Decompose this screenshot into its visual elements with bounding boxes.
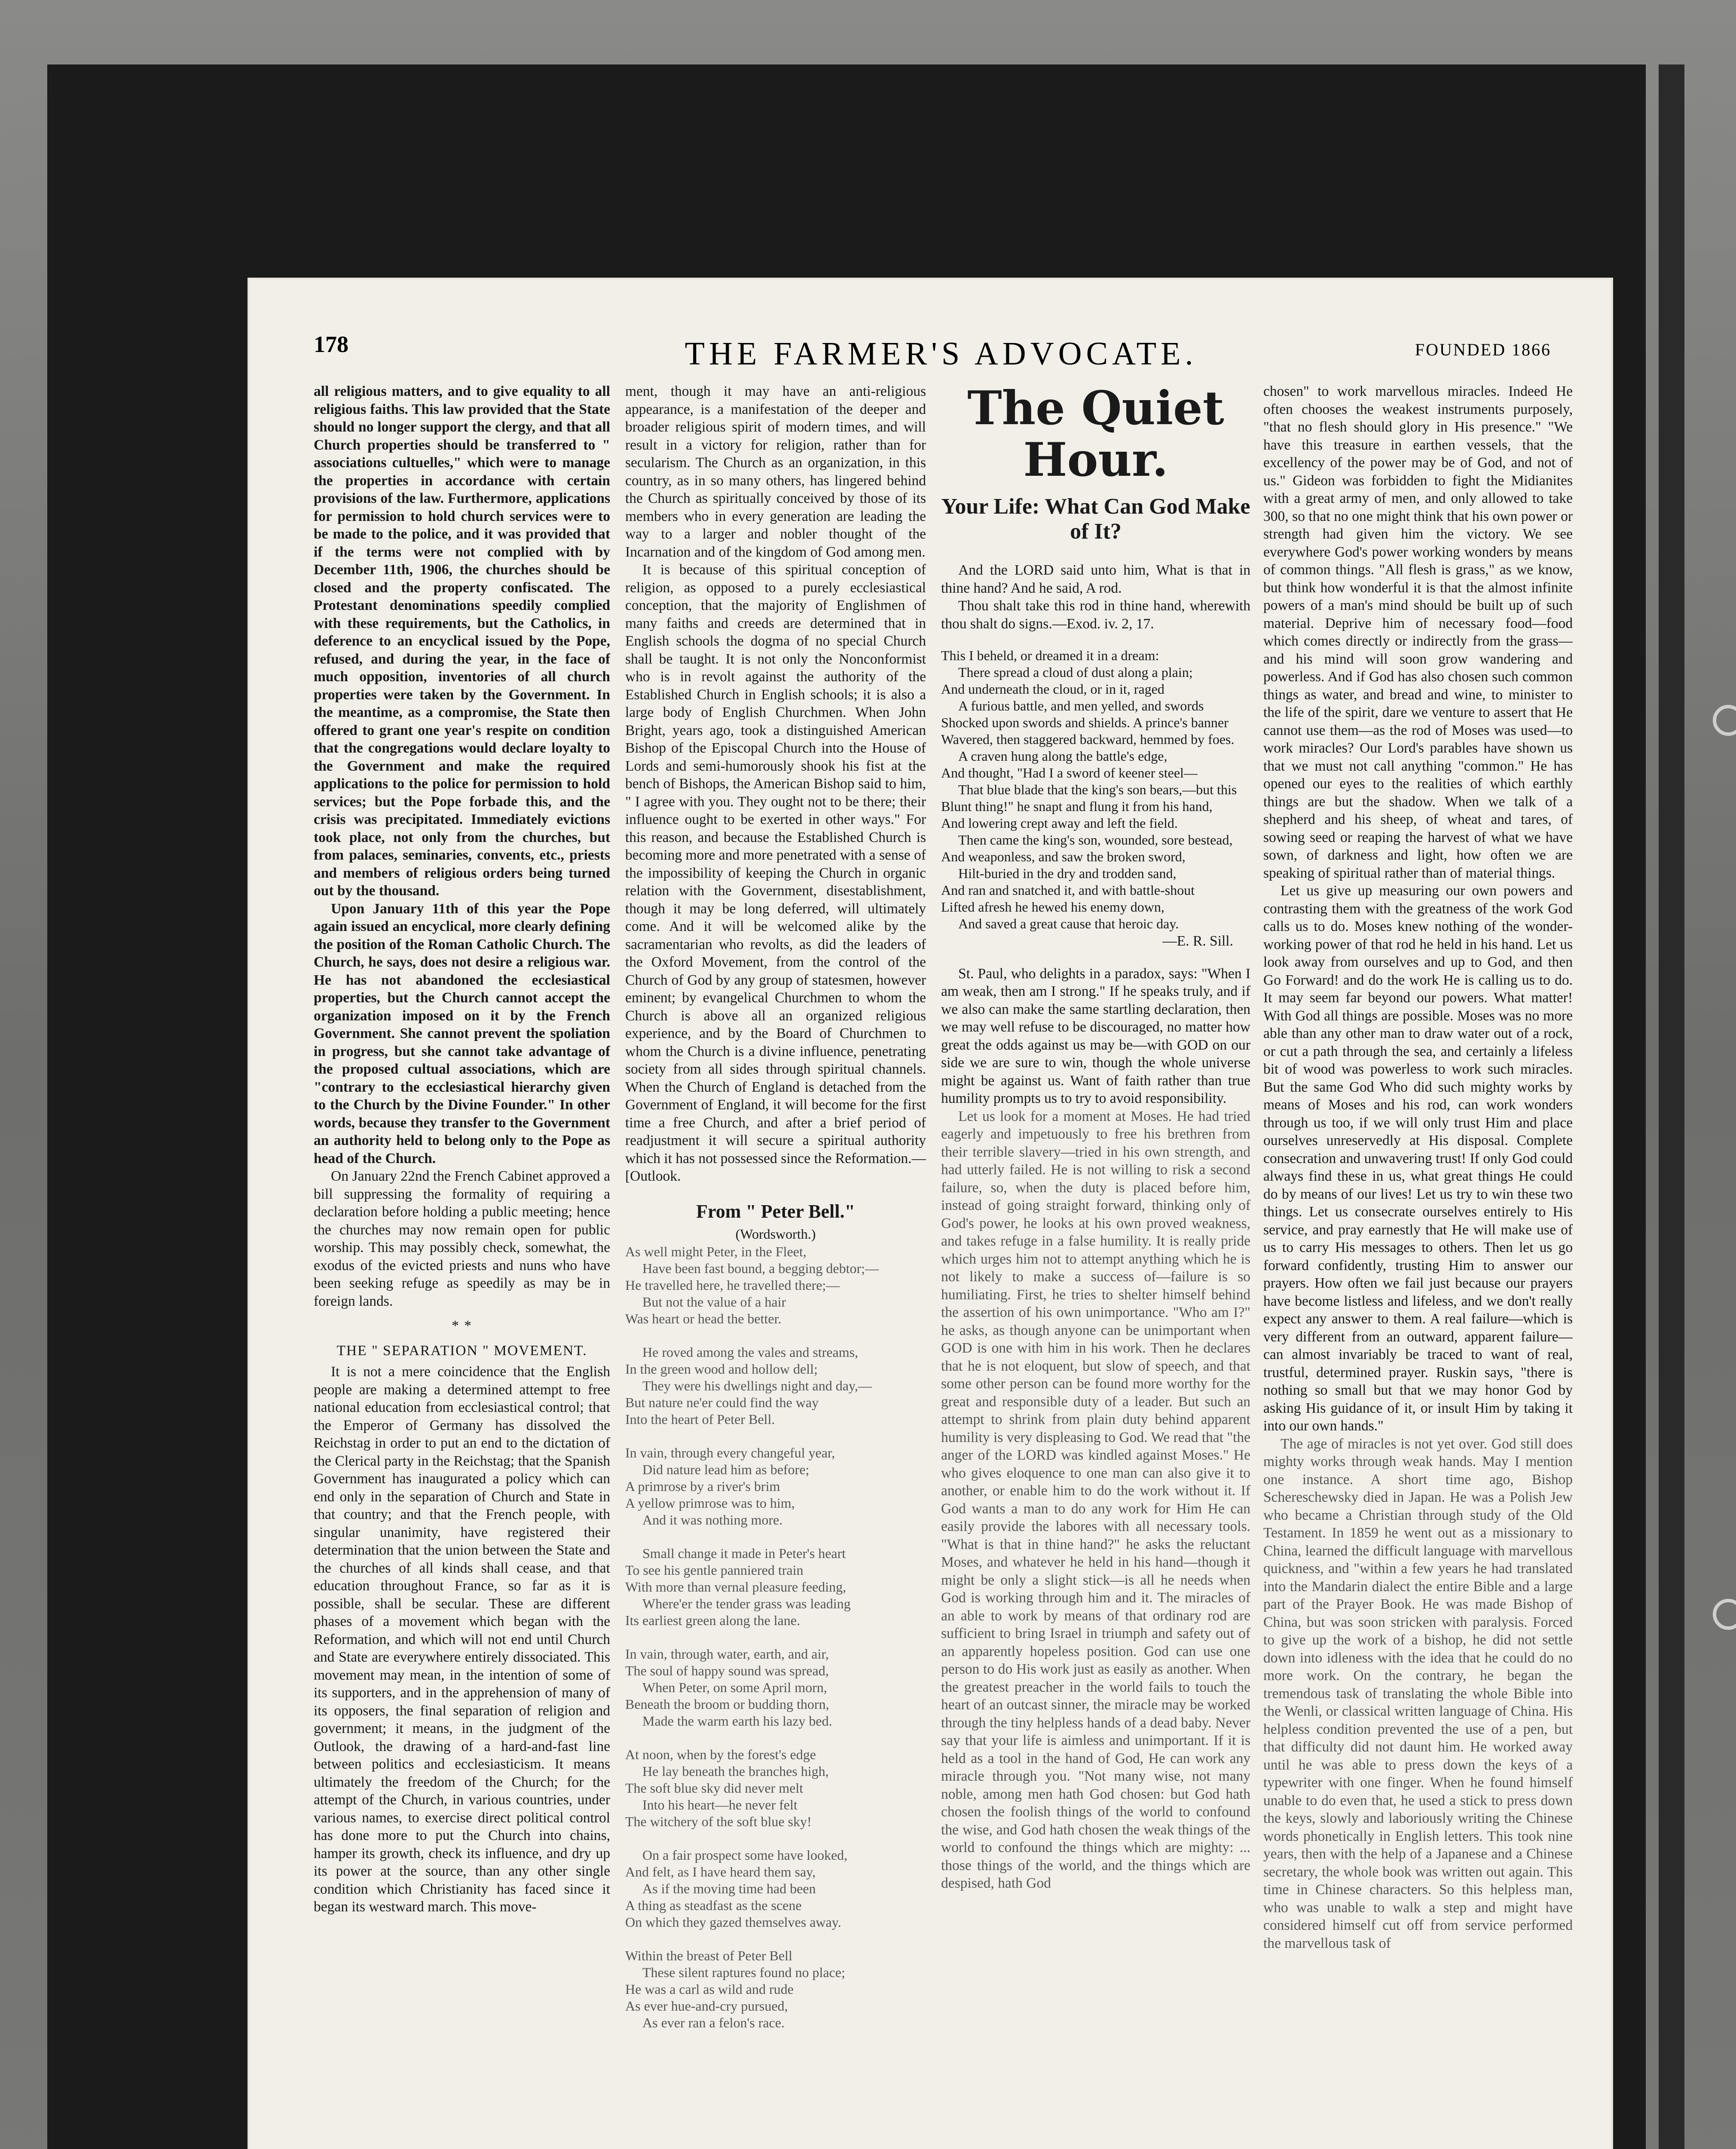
poem-line: Made the warm earth his lazy bed. xyxy=(642,1713,832,1729)
poem-opportunity xyxy=(941,647,1250,932)
poem-line: He lay beneath the branches high, xyxy=(642,1763,829,1779)
poem-line: At noon, when by the forest's edge xyxy=(625,1746,816,1762)
poem-line: A yellow primrose was to him, xyxy=(625,1495,795,1511)
section-divider: * * xyxy=(452,1318,472,1334)
poem-line: Within the breast of Peter Bell xyxy=(625,1947,792,1963)
poem-peter-bell xyxy=(625,1243,926,2031)
poem-line: Have been fast bound, a begging debtor;— xyxy=(642,1260,879,1276)
poem-line: As well might Peter, in the Fleet, xyxy=(625,1243,807,1259)
poem-line: Small change it made in Peter's heart xyxy=(642,1545,846,1561)
poem-line: Shocked upon swords and shields. A prince's banner xyxy=(941,715,1229,730)
article-paragraph: ment, though it may have an anti-religious appearance, is a manifestation of the deeper and broader religious spirit of modern times, and will result in a victory for religion, rather than for secularism. The Church as an organization, in this country, as in so many others, has lingered behind the Church as spiritually conceived by those of its members who in every generation are leading the way to a larger and nobler thought of the Incarnation and of the kingdom of God among men. xyxy=(625,383,926,560)
poem-line: A furious battle, and men yelled, and swords xyxy=(958,698,1204,713)
scripture-verse: Thou shalt take this rod in thine hand, wherewith thou shalt do signs.—Exod. iv. 2, 17. xyxy=(941,598,1250,632)
film-edge xyxy=(1659,64,1684,2149)
article-paragraph: Let us look for a moment at Moses. He had tried eagerly and impetuously to free his brethren from their terrible slavery—tried in his own strength, and had utterly failed. He is not willing to risk a second failure, so, when the duty is placed before him, instead of going straight forward, thinking only of God's power, he looks at his own proved weakness, and takes refuge in a false humility. It is really pride which urges him not to attempt anything which he is not likely to make a success of—failure is so humiliating. First, he tries to shelter himself behind the assertion of his own unimportance. "Who am I?" he asks, as though anyone can be unimportant when GOD is one with him in his work. Then he declares that he is not eloquent, but slow of speech, and that some other person can be found more worthy for the great and responsible duty of a leader. But such an attempt to shrink from plain duty behind apparent humility is very displeasing to God. We read that "the anger of the LORD was kindled against Moses." He who gives eloquence to one man can also give it to another, or enable him to do the work without it. If God wants a man to do any work for Him He can easily provide the labores with all necessary tools. "What is that in thine hand?" he asks the reluctant Moses, and whatever he held in his hand—though it might be only a slight stick—is all he needs when God is working through him and it. The miracles of an able to work by means of that ordinary rod are sufficient to bring Israel in triumph and safety out of an apparently hopeless position. God can use one person to do His work just as easily as another. When the greatest preacher in the world fails to touch the heart of an outcast sinner, the miracle may be worked through the tiny helpless hands of a dead baby. Never say that your life is aimless and unimportant. If it is held as a tool in the hand of God, He can work any miracle through you. "Not many wise, not many noble, among men hath God chosen: but God hath chosen the foolish things of the world to confound the wise, and God hath chosen the weak things of the world to confound the things which are mighty: ... those things of the world, and the things which are despised, hath God xyxy=(941,1108,1250,1891)
poem-line xyxy=(625,1428,926,1445)
article-paragraph: It is because of this spiritual conception of religion, as opposed to a purely ecclesiastical conception, that the majority of Englishmen of many faiths and creeds are determined that in English schools the dogma of no special Church shall be taught. It is not only the Nonconformist who is in revolt against the authority of the Established Church in English schools; it is also a large body of English Churchmen. When John Bright, years ago, took a distinguished American Bishop of the Episcopal Church into the House of Lords and semi-humorously shook his fist at the bench of Bishops, the American Bishop said to him, " I agree with you. They ought not to be there; their influence ought to be exerted in other ways." For this reason, and because the Established Church is becoming more and more penetrated with a sense of the impossibility of keeping the Church in organic relation with the Government, disestablishment, though it may be long deferred, will ultimately come. And it will be welcomed alike by the sacramentarian who revolts, as did the leaders of the Oxford Movement, from the control of the Church of God by any group of statesmen, however eminent; by evangelical Churchmen to whom the Church is above all an organized religious experience, and by the Board of Churchmen to whom the Church is a divine influence, penetrating society from all sides through spiritual channels. When the Church of England is detached from the Government of England, it will become for the first time a free Church, and after a brief period of readjustment it will secure a spiritual authority which it has not possessed since the Reformation.—[Outlook. xyxy=(625,562,926,1184)
article-paragraph: Upon January 11th of this year the Pope again issued an encyclical, more clearly defining the position of the Roman Catholic Church. The Church, he says, does not desire a religious war. He has not abandoned the ecclesiastical properties, but the Church cannot accept the organization imposed on it by the French Government. She cannot prevent the spoliation in progress, but she cannot take advantage of the proposed cultual associations, which are "contrary to the ecclesiastical hierarchy given to the Church by the Divine Founder." In other words, because they transfer to the Government an authority held to belong only to the Pope as head of the Church. xyxy=(314,900,610,1166)
poem-line xyxy=(625,1931,926,1947)
page-header xyxy=(314,309,1568,374)
poem-line: But not the value of a hair xyxy=(642,1294,786,1310)
poem-line: Its earliest green along the lane. xyxy=(625,1612,800,1628)
poem-line: Blunt thing!" he snapt and flung it from his hand, xyxy=(941,799,1213,814)
poem-line: That blue blade that the king's son bears,—but this xyxy=(958,782,1237,797)
poem-line: Into the heart of Peter Bell. xyxy=(625,1411,775,1427)
poem-line: He roved among the vales and streams, xyxy=(642,1344,859,1360)
poem-line: In vain, through every changeful year, xyxy=(625,1445,835,1460)
poem-line: Wavered, then staggered backward, hemmed by foes. xyxy=(941,732,1235,747)
poem-line: With more than vernal pleasure feeding, xyxy=(625,1579,847,1595)
poem-line xyxy=(625,1830,926,1847)
poem-line: Did nature lead him as before; xyxy=(642,1461,810,1477)
article-paragraph: On January 22nd the French Cabinet approved a bill suppressing the formality of requiring a declaration before holding a public meeting; hence the churches may now remain open for public worship. This may possibly check, somewhat, the exodus of the evicted priests and nuns who have been seeking refuge as speedily as may be in foreign lands. xyxy=(314,1168,610,1309)
scripture-verse: And the LORD said unto him, What is that in thine hand? And he said, A rod. xyxy=(941,562,1250,596)
poem-line: And underneath the cloud, or in it, raged xyxy=(941,681,1164,697)
poem-line: As ever hue-and-cry pursued, xyxy=(625,1998,788,2014)
poem-line: To see his gentle panniered train xyxy=(625,1562,804,1578)
poem-line: A thing as steadfast as the scene xyxy=(625,1897,802,1913)
poem-line: He travelled here, he travelled there;— xyxy=(625,1277,840,1293)
poem-line: Was heart or head the better. xyxy=(625,1310,782,1326)
poem-line: The soft blue sky did never melt xyxy=(625,1780,804,1796)
poem-line xyxy=(625,1629,926,1646)
poem-line: Lifted afresh he hewed his enemy down, xyxy=(941,899,1164,915)
column-4 xyxy=(1263,383,1573,2149)
poem-line: As if the moving time had been xyxy=(642,1880,816,1896)
quiet-hour-title: The Quiet Hour. xyxy=(967,383,1224,487)
poem-line: And ran and snatched it, and with battle-shout xyxy=(941,882,1195,898)
poem-credit: —E. R. Sill. xyxy=(1162,933,1233,949)
column-3 xyxy=(941,383,1250,2149)
page-number: 178 xyxy=(314,331,348,357)
poem-line: And weaponless, and saw the broken sword, xyxy=(941,849,1186,864)
poem-line: These silent raptures found no place; xyxy=(642,1964,845,1980)
poem-author: (Wordsworth.) xyxy=(735,1226,816,1242)
poem-line: There spread a cloud of dust along a plain; xyxy=(958,664,1193,680)
poem-line: A craven hung along the battle's edge, xyxy=(958,748,1168,764)
article-paragraph: The age of miracles is not yet over. God still does mighty works through weak hands. May I mention one instance. A short time ago, Bishop Schereschewsky died in Japan. He was a Polish Jew who became a Christian through study of the Old Testament. In 1859 he went out as a missionary to China, learned the difficult language with marvellous quickness, and "within a few years he had translated into the Mandarin dialect the entire Bible and a large part of the Prayer Book. He was made Bishop of China, but was soon stricken with paralysis. Forced to give up the work of a bishop, he did not settle down into idleness with the idea that he could do no more work. On the contrary, he began the tremendous task of translating the whole Bible into the Wenli, or classical written language of China. His helpless condition prevented the use of a pen, but that difficulty did not daunt him. He worked away until he was able to press down the keys of a typewriter with one finger. When he found himself unable to do even that, he used a stick to press down the keys, slowly and laboriously writing the Chinese words phonetically in English letters. This took nine years, then with the help of a Japanese and a Chinese secretary, the whole book was written out again. This time in Chinese characters. So this helpless man, who was unable to walk a step and might have considered himself cut off from service performed the marvellous task of xyxy=(1263,1436,1573,1951)
poem-line xyxy=(625,1730,926,1746)
article-paragraph: chosen" to work marvellous miracles. Indeed He often chooses the weakest instruments purposely, "that no flesh should glory in His presence." "We have this treasure in earthen vessels, that the excellency of the power may be of God, and not of us." Gideon was forbidden to fight the Midianites with a great army of men, and only allowed to take 300, so that no one might think that his own power or strength had given him the victory. We see everywhere God's power working wonders by means of common things. "All flesh is grass," as we know, but think how wonderful it is that the almost infinite powers of a man's mind should be built up of such material. Deprive him of necessary food—food which comes directly or indirectly from the grass—and his mind will soon grow wandering and powerless. And if God has also chosen such common things as water, and bread and wine, to minister to the life of the spirit, dare we venture to assert that He cannot use them—as the rod of Moses was used—to work miracles? Our Lord's parables have shown us that we must not call anything "common." He has opened our eyes to the realities of which earthly things are but the shadow. When we talk of a shepherd and his sheep, of wheat and tares, of sowing seed or reaping the harvest of what we have sown, of darkness and light, how often we are speaking of spiritual rather than of material things. xyxy=(1263,383,1573,881)
poem-line: As ever ran a felon's race. xyxy=(642,2014,785,2030)
newspaper-page xyxy=(249,279,1611,2149)
article-paragraph: all religious matters, and to give equality to all religious faiths. This law provided that the State should no longer support the clergy, and that all Church properties should be transferred to " associations cultuelles," which were to manage the properties in accordance with certain provisions of the law. Furthermore, applications for permission to hold church services were to be made to the police, and it was provided that if the terms were not complied with by December 11th, 1906, the churches should be closed and the property confiscated. The Protestant denominations speedily complied with these requirements, but the Catholics, in deference to an encyclical issued by the Pope, refused, and during the year, in the face of much opposition, inventories of all church properties were taken by the Government. In the meantime, as a compromise, the State then offered to grant one year's respite on condition that the congregations would declare loyalty to the Government and make the required applications to the police for permission to hold services; but the Pope forbade this, and the crisis was precipitated. Immediately evictions took place, not only from the churches, but from palaces, seminaries, convents, etc., priests and members of religious orders being turned out by the thousand. xyxy=(314,383,610,899)
poem-line: And felt, as I have heard them say, xyxy=(625,1864,816,1880)
poem-line: And it was nothing more. xyxy=(642,1512,783,1528)
poem-line: They were his dwellings night and day,— xyxy=(642,1378,872,1393)
column-1 xyxy=(314,383,610,2149)
article-paragraph: Let us give up measuring our own powers and contrasting them with the greatness of the work God calls us to do. Moses knew nothing of the wonder-working power of that rod he held in his hand. Let us look away from ourselves and up to God, and then Go Forward! and do the work He is calling us to do. It may seem far beyond our powers. What matter! With God all things are possible. Moses was no more able than any other man to draw water out of a rock, or cut a path through the sea, and certainly a lifeless bit of wood was powerless to work such miracles. But the same God Who did such mighty works by means of Moses and his rod, can work wonders through us too, if we will only trust Him and place ourselves unreservedly at His disposal. Complete consecration and unwavering trust! If only God could always find these in us, what great things He could do by means of our lives! Let us try to win these two things. Let us consecrate ourselves entirely to His service, and pray earnestly that He will make use of us to carry His messages to others. Then let us go forward confidently, trusting Him to answer our prayers. How often we fail just because our prayers have become listless and lifeless, and we don't really expect any answer to them. A real failure—which is very different from an outward, apparent failure—can almost invariably be traced to want of real, trustful, determined prayer. Ruskin says, "there is nothing so small but that we may honor God by asking His guidance of it, or insult Him by taking it into our own hands." xyxy=(1263,883,1573,1434)
poem-line: This I beheld, or dreamed it in a dream: xyxy=(941,648,1159,663)
article-paragraph: St. Paul, who delights in a paradox, says: "When I am weak, then am I strong." If he speaks truly, and if we also can make the same startling declaration, then we may well refuse to be discouraged, no matter how great the odds against us may be—with GOD on our side we are sure to win, though the whole universe might be against us. Want of faith rather than true humility prompts us to try to avoid responsibility. xyxy=(941,965,1250,1106)
poem-line: The witchery of the soft blue sky! xyxy=(625,1813,812,1829)
poem-line: On a fair prospect some have looked, xyxy=(642,1847,848,1863)
poem-line: Where'er the tender grass was leading xyxy=(642,1595,851,1611)
poem-line: In the green wood and hollow dell; xyxy=(625,1361,818,1377)
poem-line: And thought, "Had I a sword of keener steel— xyxy=(941,765,1198,781)
poem-line: And lowering crept away and left the field. xyxy=(941,815,1178,831)
poem-title: From " Peter Bell." xyxy=(696,1200,855,1222)
poem-line: He was a carl as wild and rude xyxy=(625,1981,794,1997)
poem-line: When Peter, on some April morn, xyxy=(642,1679,827,1695)
poem-line: Beneath the broom or budding thorn, xyxy=(625,1696,829,1712)
quiet-hour-subtitle: Your Life: What Can God Make of It? xyxy=(941,494,1250,544)
poem-line: And saved a great cause that heroic day. xyxy=(958,916,1179,931)
poem-line: The soul of happy sound was spread, xyxy=(625,1662,829,1678)
poem-line: On which they gazed themselves away. xyxy=(625,1914,841,1930)
poem-line: Into his heart—he never felt xyxy=(642,1797,798,1812)
poem-line: A primrose by a river's brim xyxy=(625,1478,780,1494)
poem-line: In vain, through water, earth, and air, xyxy=(625,1646,829,1662)
poem-line: Hilt-buried in the dry and trodden sand, xyxy=(958,866,1177,881)
poem-line: But nature ne'er could find the way xyxy=(625,1394,819,1410)
poem-line xyxy=(625,1327,926,1344)
poem-line: Then came the king's son, wounded, sore bestead, xyxy=(958,832,1233,848)
column-2 xyxy=(625,383,926,2149)
masthead: THE FARMER'S ADVOCATE. xyxy=(685,336,1198,372)
section-title: THE " SEPARATION " MOVEMENT. xyxy=(336,1342,587,1359)
founded-line: FOUNDED 1866 xyxy=(1415,340,1551,359)
poem-line xyxy=(625,1528,926,1545)
article-paragraph: It is not a mere coincidence that the English people are making a determined attempt to free national education from ecclesiastical control; that the Emperor of Germany has dissolved the Reichstag in order to put an end to the dictation of the Clerical party in the Reichstag; that the Spanish Government has inaugurated a policy which can end only in the separation of Church and State in that country; and that the French people, with singular unanimity, have registered their determination that the union between the State and the churches of all kinds shall cease, and that education throughout France, so far as it is possible, shall be secular. These are different phases of a movement which began with the Reformation, and which will not end until Church and State are everywhere entirely dissociated. This movement may mean, in the intention of some of its supporters, and in the apprehension of many of its opposers, the final separation of religion and government; it means, in the judgment of the Outlook, the drawing of a hard-and-fast line between politics and ecclesiasticism. It means ultimately the freedom of the Church; for the attempt of the Church, in various countries, under various names, to exercise direct political control has done more to put the Church into chains, hamper its growth, check its influence, and dry up its power at the source, than any other single condition which Christianity has faced since it began its westward march. This move- xyxy=(314,1364,610,1915)
